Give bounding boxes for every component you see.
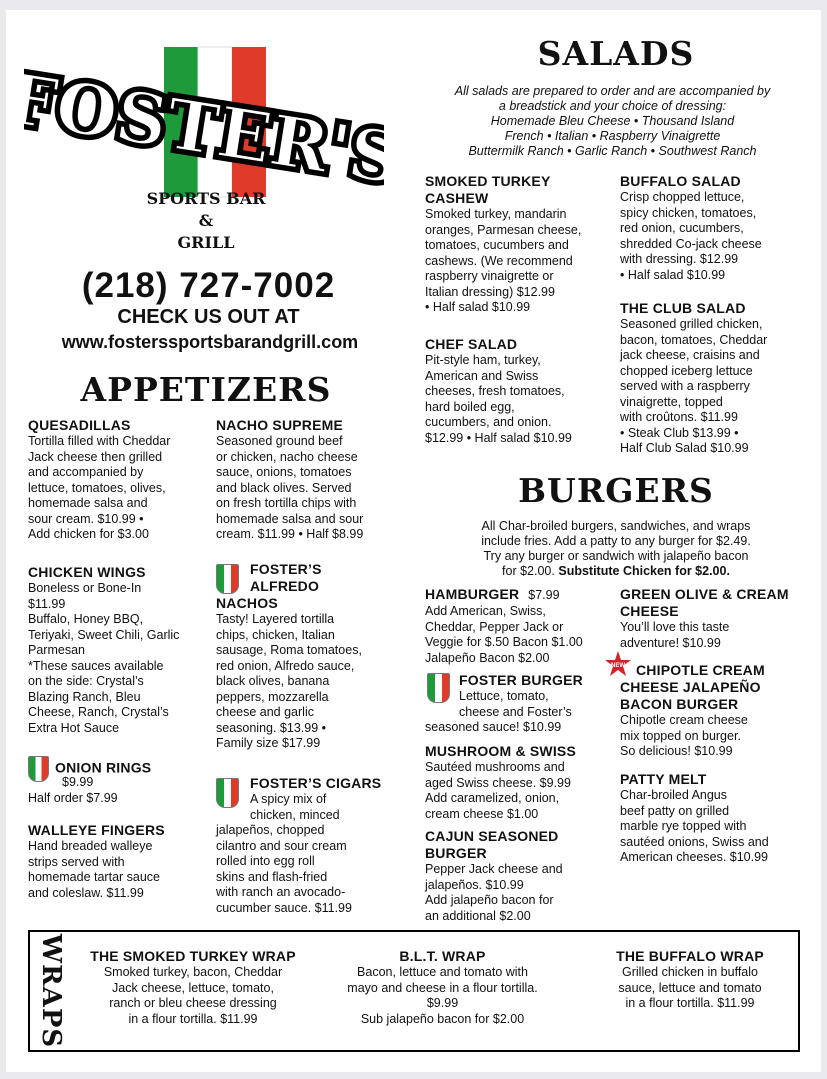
body-line: skins and flash-fried [216, 869, 328, 884]
body-line: Add chicken for $3.00 [28, 527, 149, 541]
item-body [620, 713, 820, 760]
body-line: Add jalapeño bacon for [425, 893, 554, 907]
item-body [425, 862, 615, 924]
body-line: mayo and cheese in a flour tortilla. [347, 980, 538, 995]
body-line: $9.99 [426, 996, 459, 1010]
subtitle-line-3: GRILL [177, 233, 235, 252]
burger-foster [425, 672, 615, 736]
body-line: chicken, minced [250, 807, 340, 822]
item-body [590, 965, 790, 1012]
item-body [216, 434, 406, 543]
body-line: adventure! $10.99 [620, 635, 721, 650]
body-line: Italian dressing) $12.99 [425, 284, 555, 299]
wraps-box [28, 930, 800, 1052]
body-line: Seasoned grilled chicken, [620, 317, 763, 331]
item-body [425, 207, 610, 316]
item-body [425, 353, 610, 446]
body-line: Crisp chopped lettuce, [620, 190, 745, 204]
item-title-line: NACHOS [216, 595, 278, 611]
item-title: NACHO SUPREME [216, 417, 344, 433]
appetizers-heading: APPETIZERS [80, 370, 332, 409]
body-line: Cheddar, Pepper Jack or [425, 619, 564, 634]
logo-text-outline: FOSTER'S [24, 56, 384, 201]
item-title-line: CAJUN SEASONED [425, 828, 559, 844]
body-line: Teriyaki, Sweet Chili, Garlic [28, 627, 180, 642]
body-line: Add caramelized, onion, [425, 791, 560, 805]
item-title-line: BACON BURGER [620, 696, 739, 712]
item-title: MUSHROOM & SWISS [425, 743, 576, 759]
item-title-line: FOSTER’S [250, 561, 322, 577]
body-line: Half order $7.99 [28, 790, 118, 805]
intro-line: All salads are prepared to order and are accompanied by [454, 84, 771, 98]
body-line: Char-broiled Angus [620, 788, 728, 802]
italian-flag-icon [28, 756, 49, 782]
item-body [620, 317, 810, 457]
body-line: cucumber sauce. $11.99 [216, 900, 352, 915]
body-line: red onion, Alfredo sauce, [216, 658, 355, 673]
item-title: THE CLUB SALAD [620, 300, 746, 316]
body-line: mix topped on burger. [620, 728, 741, 743]
body-line: on the side: Crystal’s [28, 674, 144, 688]
new-badge-text: NEW [611, 663, 625, 669]
body-line: seasoned sauce! $10.99 [425, 720, 562, 734]
item-title: BUFFALO SALAD [620, 173, 741, 189]
check-us-out: CHECK US OUT AT [117, 306, 300, 328]
item-title: PATTY MELT [620, 771, 707, 787]
intro-line: Homemade Bleu Cheese • Thousand Island [490, 114, 735, 128]
body-line: black olives, banana [216, 674, 330, 688]
body-line: strips served with [28, 854, 125, 869]
item-title-line: CASHEW [425, 190, 489, 206]
appetizer-alfredo-nachos [216, 561, 406, 752]
item-title-line: CHEESE [620, 603, 679, 619]
body-line: cheeses, fresh tomatoes, [425, 384, 565, 398]
salads-intro [420, 84, 805, 159]
body-line: chips, chicken, Italian [216, 627, 335, 642]
wrap-buffalo [590, 948, 790, 1012]
body-line: • Half salad $10.99 [620, 267, 726, 282]
item-title: QUESADILLAS [28, 417, 131, 433]
burger-chipotle [620, 662, 820, 760]
body-line: with croûtons. $11.99 [620, 410, 738, 424]
body-line: Chipotle cream cheese [620, 713, 748, 727]
body-line: vinaigrette, topped [620, 394, 723, 409]
website-link[interactable]: www.fosterssportsbarandgrill.com [61, 332, 359, 352]
body-line: and black olives. Served [216, 480, 352, 495]
body-line: Jack cheese, lettuce, tomato, [112, 980, 274, 995]
body-line: sour cream. $10.99 • [28, 511, 144, 526]
body-line: Bacon, lettuce and tomato with [357, 965, 528, 979]
body-line: in a flour tortilla. $11.99 [128, 1011, 258, 1026]
body-line: beef patty on grilled [620, 803, 730, 818]
body-line: Veggie for $.50 Bacon $1.00 [425, 635, 583, 649]
body-line: Smoked turkey, bacon, Cheddar [103, 965, 283, 979]
body-line: homemade salsa and [28, 496, 148, 510]
body-line: $9.99 [62, 775, 94, 789]
item-title: FOSTER’S CIGARS [250, 775, 382, 791]
item-title: WALLEYE FINGERS [28, 822, 165, 838]
body-line: Pit-style ham, turkey, [425, 353, 541, 367]
appetizer-onion-rings [28, 756, 213, 806]
body-line: with ranch an avocado- [216, 885, 346, 899]
subtitle-line-1: SPORTS BAR [146, 189, 266, 208]
body-line: Hand breaded walleye [28, 839, 153, 853]
body-line: aged Swiss cheese. $9.99 [425, 775, 571, 790]
item-title-line: GREEN OLIVE & CREAM [620, 586, 789, 602]
body-line: Sautéed mushrooms and [425, 760, 565, 774]
item-title: CHEF SALAD [425, 336, 518, 352]
intro-line: include fries. Add a patty to any burger for $2.49. [481, 534, 751, 548]
italian-flag-icon [427, 673, 450, 703]
body-line: A spicy mix of [250, 792, 327, 806]
appetizer-fosters-cigars [216, 775, 406, 916]
body-line: $12.99 • Half salad $10.99 [425, 430, 572, 445]
item-title-line: CHEESE JALAPEÑO [620, 679, 761, 695]
salad-smoked-turkey-cashew [425, 173, 610, 316]
body-line: Blazing Ranch, Bleu [28, 689, 141, 704]
appetizer-quesadillas [28, 417, 213, 543]
intro-line: French • Italian • Raspberry Vinaigrette [504, 129, 721, 143]
item-title: HAMBURGER [425, 586, 520, 602]
body-line: Smoked turkey, mandarin [425, 207, 567, 221]
item-body [216, 792, 406, 916]
burger-green-olive [620, 586, 820, 651]
body-line: Tasty! Layered tortilla [216, 612, 335, 626]
item-title-line: CHIPOTLE CREAM [636, 662, 765, 678]
body-line: spicy chicken, tomatoes, [620, 205, 757, 220]
wrap-smoked-turkey [78, 948, 308, 1027]
item-title: THE SMOKED TURKEY WRAP [90, 948, 296, 964]
item-body [425, 689, 615, 736]
salad-club [620, 300, 810, 457]
body-line: hard boiled egg, [425, 399, 515, 414]
body-line: raspberry vinaigrette or [425, 269, 554, 283]
body-line: chopped iceberg lettuce [620, 363, 753, 378]
body-line: • Steak Club $13.99 • [620, 425, 739, 440]
item-body [28, 581, 213, 736]
item-body [78, 965, 308, 1027]
body-line: $11.99 [28, 596, 66, 611]
item-body [28, 434, 213, 543]
intro-line: Buttermilk Ranch • Garlic Ranch • Southwest Ranch [468, 144, 757, 158]
body-line: Buffalo, Honey BBQ, [28, 612, 144, 626]
body-line: seasoning. $13.99 • [216, 720, 327, 735]
body-line: Sub jalapeño bacon for $2.00 [360, 1011, 525, 1026]
body-line: cheese and Foster’s [459, 704, 572, 719]
body-line: jack cheese, craisins and [620, 348, 760, 362]
item-title-line: BURGER [425, 845, 487, 861]
body-line: tomatoes, cucumbers and [425, 238, 569, 252]
italian-flag-icon [216, 778, 239, 808]
item-body [620, 190, 810, 283]
burger-hamburger [425, 586, 615, 666]
body-line: Extra Hot Sauce [28, 720, 120, 735]
logo [24, 45, 384, 205]
body-line: lettuce, tomatoes, olives, [28, 480, 166, 495]
item-title-line: ALFREDO [250, 578, 320, 594]
body-line: Jalapeño Bacon $2.00 [425, 650, 550, 665]
wrap-blt [320, 948, 565, 1027]
body-line: Family size $17.99 [216, 736, 321, 750]
intro-line: Try any burger or sandwich with jalapeño bacon [483, 549, 749, 563]
item-title-line: SMOKED TURKEY [425, 173, 551, 189]
item-title: ONION RINGS [55, 759, 152, 776]
body-line: sautéed onions, Swiss and [620, 834, 769, 849]
item-body [620, 788, 820, 866]
body-line: Parmesan [28, 643, 85, 657]
body-line: jalapeños, chopped [216, 823, 325, 837]
body-line: So delicious! $10.99 [620, 744, 733, 758]
body-line: on fresh tortilla chips with [216, 496, 357, 510]
subtitle-line-2: & [198, 211, 214, 230]
body-line: jalapeños. $10.99 [425, 877, 524, 892]
body-line: • Half salad $10.99 [425, 300, 531, 314]
body-line: marble rye topped with [620, 819, 747, 833]
body-line: Pepper Jack cheese and [425, 862, 563, 876]
body-line: peppers, mozzarella [216, 689, 329, 704]
body-line: cream. $11.99 • Half $8.99 [216, 527, 364, 541]
body-line: oranges, Parmesan cheese, [425, 222, 582, 237]
body-line: homemade salsa and sour [216, 511, 364, 526]
intro-line: a breadstick and your choice of dressing: [498, 99, 727, 113]
logo-flag-graphic [24, 45, 384, 205]
body-line: sauce, lettuce and tomato [618, 980, 762, 995]
intro-line: All Char-broiled burgers, sandwiches, and wraps [481, 519, 751, 533]
body-line: or chicken, nacho cheese [216, 449, 358, 464]
body-line: Tortilla filled with Cheddar [28, 434, 171, 448]
body-line: cilantro and sour cream [216, 838, 347, 853]
body-line: American and Swiss [425, 368, 539, 383]
burger-mushroom-swiss [425, 743, 615, 822]
body-line: Lettuce, tomato, [459, 689, 549, 703]
burger-patty-melt [620, 771, 820, 866]
body-line: cheese and garlic [216, 705, 314, 719]
body-line: homemade tartar sauce [28, 870, 161, 884]
body-line: Half Club Salad $10.99 [620, 441, 749, 455]
body-line: Cheese, Ranch, Crystal’s [28, 705, 169, 719]
item-body [28, 839, 213, 901]
body-line: in a flour tortilla. $11.99 [625, 996, 755, 1010]
body-line: shredded Co-jack cheese [620, 236, 762, 251]
body-line: served with a raspberry [620, 379, 750, 393]
burgers-intro [426, 519, 806, 579]
body-line: with dressing. $12.99 [620, 252, 739, 266]
body-line: Grilled chicken in buffalo [622, 965, 758, 979]
italian-flag-icon [216, 564, 239, 594]
phone-number[interactable]: (218) 727-7002 [81, 266, 336, 305]
wraps-side-label-wrap [36, 933, 66, 1049]
item-body [320, 965, 565, 1027]
item-body [425, 760, 615, 822]
menu-page [6, 10, 821, 1072]
burgers-heading: BURGERS [518, 471, 714, 510]
body-line: You’ll love this taste [620, 620, 730, 634]
burger-cajun [425, 828, 615, 924]
intro-bold: Substitute Chicken for $2.00. [558, 564, 730, 578]
body-line: red onion, cucumbers, [620, 221, 744, 235]
body-line: Seasoned ground beef [216, 434, 343, 448]
salad-chef [425, 336, 610, 446]
item-title: THE BUFFALO WRAP [616, 948, 764, 964]
item-body [425, 604, 615, 666]
body-line: cashews. (We recommend [425, 253, 573, 268]
wraps-side-label: WRAPS [36, 933, 66, 1049]
salads-heading: SALADS [537, 34, 695, 73]
body-line: *These sauces available [28, 658, 164, 673]
item-title: CHICKEN WINGS [28, 564, 146, 580]
logo-text: FOSTER'S [24, 56, 384, 201]
body-line: rolled into egg roll [216, 854, 315, 868]
item-title: FOSTER BURGER [459, 672, 583, 688]
body-line: ranch or bleu cheese dressing [109, 996, 277, 1010]
subtitle-block [146, 188, 266, 254]
item-body [620, 620, 820, 651]
item-price: $7.99 [528, 588, 560, 602]
body-line: sausage, Roma tomatoes, [216, 643, 362, 657]
body-line: an additional $2.00 [425, 908, 531, 923]
appetizer-walleye-fingers [28, 822, 213, 901]
body-line: American cheeses. $10.99 [620, 850, 769, 864]
body-line: Jack cheese then grilled [28, 449, 163, 464]
body-line: cucumbers, and onion. [425, 415, 552, 429]
body-line: cream cheese $1.00 [425, 806, 539, 821]
body-line: Add American, Swiss, [425, 604, 546, 618]
body-line: Boneless or Bone-In [28, 581, 142, 595]
item-title: B.L.T. WRAP [399, 948, 486, 964]
body-line: and accompanied by [28, 465, 144, 479]
salad-buffalo [620, 173, 810, 283]
body-line: bacon, tomatoes, Cheddar [620, 332, 768, 347]
item-body [216, 612, 406, 752]
appetizer-nacho-supreme [216, 417, 406, 543]
body-line: sauce, onions, tomatoes [216, 465, 352, 479]
intro-line: for $2.00. [502, 564, 555, 578]
body-line: and coleslaw. $11.99 [28, 885, 144, 900]
appetizer-chicken-wings [28, 564, 213, 736]
